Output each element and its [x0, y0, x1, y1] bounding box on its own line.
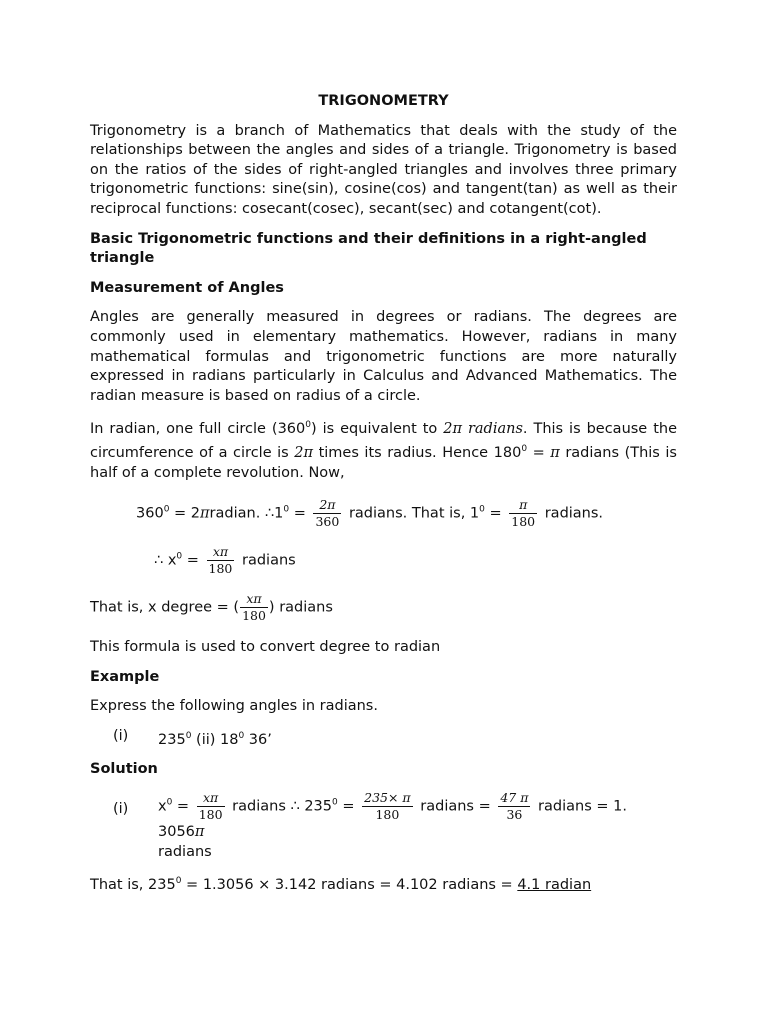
- degree-superscript: 0: [332, 797, 338, 808]
- fraction: [362, 790, 413, 823]
- fraction-denominator: 36: [506, 807, 523, 823]
- example-item: [90, 727, 677, 751]
- radian-paragraph: [90, 416, 677, 483]
- pi-symbol: π: [194, 824, 205, 841]
- fraction: [197, 790, 225, 823]
- math-expression: π: [550, 444, 560, 461]
- fraction: [509, 497, 537, 530]
- equation-x-degrees: [154, 544, 677, 577]
- fraction: [240, 591, 268, 624]
- equation-full-circle: [136, 497, 677, 530]
- fraction: [207, 544, 235, 577]
- text: =: [527, 444, 551, 461]
- text: radians =: [415, 798, 496, 815]
- page-title: TRIGONOMETRY: [318, 93, 449, 109]
- text: ) is equivalent to: [310, 421, 444, 438]
- that-is-line: [90, 591, 677, 624]
- document-body: [90, 92, 677, 906]
- degree-superscript: 0: [521, 443, 528, 454]
- text: =: [172, 798, 194, 815]
- text: radian. ∴1: [209, 505, 284, 522]
- text: radians. That is, 1: [344, 505, 480, 522]
- text: ) radians: [268, 599, 333, 616]
- fraction-numerator: xπ: [207, 544, 235, 561]
- math-expression: 2π: [294, 444, 314, 461]
- fraction-numerator: 47 π: [500, 790, 529, 806]
- degree-superscript: 0: [305, 420, 311, 431]
- pi-symbol: π: [200, 505, 210, 522]
- fraction-denominator: 180: [208, 561, 233, 577]
- text: x: [158, 798, 167, 815]
- fraction: [313, 497, 341, 530]
- degree-superscript: 0: [283, 504, 290, 515]
- text: =: [337, 798, 360, 815]
- fraction-numerator: 2π: [313, 497, 341, 514]
- text: =: [182, 552, 204, 569]
- item-label: (i): [113, 727, 129, 744]
- heading-measurement: Measurement of Angles: [90, 279, 284, 296]
- formula-note: This formula is used to convert degree to radian: [90, 639, 441, 656]
- degree-superscript: 0: [175, 876, 182, 887]
- item-body: [158, 727, 677, 751]
- example-text: Express the following angles in radians.: [90, 698, 378, 715]
- math-expression: 2π radians: [443, 421, 523, 438]
- text: radians.: [540, 505, 604, 522]
- intro-paragraph: Trigonometry is a branch of Mathematics that deals with the study of the relationships between the angles and sides of a triangle. Trigonometry is based on the ratios of the sides of right-angled triangles and involves three primary trigonometric functions: sine(sin), cosine(cos) and tangent(tan) as well as their reciprocal functions: cosecant(cosec), secant(sec) and cotangent(cot).: [90, 122, 677, 217]
- fraction-numerator: π: [509, 497, 537, 514]
- final-line: [90, 872, 677, 896]
- fraction-denominator: 180: [375, 807, 400, 823]
- degree-superscript: 0: [479, 504, 485, 515]
- text: radians: [158, 843, 212, 860]
- text: 235: [158, 731, 186, 748]
- fraction-numerator: xπ: [197, 790, 225, 807]
- item-label: (i): [113, 801, 129, 818]
- heading-basic-functions: Basic Trigonometric functions and their definitions in a right-angled triangle: [90, 230, 647, 267]
- text: =: [289, 505, 311, 522]
- item-body: [158, 790, 677, 862]
- text: ∴ x: [154, 552, 177, 569]
- text: =: [484, 505, 507, 522]
- degree-superscript: 0: [176, 551, 183, 562]
- text: radians ∴ 235: [227, 798, 333, 815]
- text: radians: [237, 552, 296, 569]
- fraction-denominator: 180: [198, 807, 223, 823]
- text: That is, x degree = (: [90, 599, 240, 616]
- text: = 2: [169, 505, 201, 522]
- text: 36’: [244, 731, 272, 748]
- solution-heading: Solution: [90, 761, 158, 778]
- fraction-numerator: xπ: [240, 591, 268, 608]
- text: That is, 235: [90, 877, 176, 894]
- fraction-numerator: 235× π: [364, 790, 411, 806]
- fraction: [498, 790, 530, 823]
- degree-superscript: 0: [185, 730, 192, 741]
- text: = 1.3056 × 3.142 radians = 4.102 radians =: [181, 877, 518, 894]
- text: 360: [136, 505, 164, 522]
- text: (ii) 18: [191, 731, 239, 748]
- text: . This is because the circumference of a circle is: [90, 421, 677, 461]
- text: radians = 1. 3056: [158, 798, 627, 841]
- degree-superscript: 0: [163, 504, 170, 515]
- solution-item: [90, 790, 677, 862]
- text: times its radius. Hence 180: [313, 444, 522, 461]
- degree-superscript: 0: [238, 730, 245, 741]
- example-heading: Example: [90, 668, 160, 685]
- fraction-denominator: 180: [242, 608, 266, 624]
- final-answer: 4.1 radian: [517, 877, 592, 894]
- fraction-denominator: 180: [511, 514, 536, 530]
- fraction-denominator: 360: [315, 514, 340, 530]
- text: In radian, one full circle (360: [90, 421, 306, 438]
- angles-paragraph: Angles are generally measured in degrees or radians. The degrees are commonly used in elementary mathematics. However, radians in many mathematical formulas and trigonometric functions are more naturally expressed in radians particularly in Calculus and Advanced Mathematics. The radian measure is based on radius of a circle.: [90, 309, 677, 404]
- degree-superscript: 0: [166, 797, 173, 808]
- text: radians (This is half of a complete revolution. Now,: [90, 444, 677, 481]
